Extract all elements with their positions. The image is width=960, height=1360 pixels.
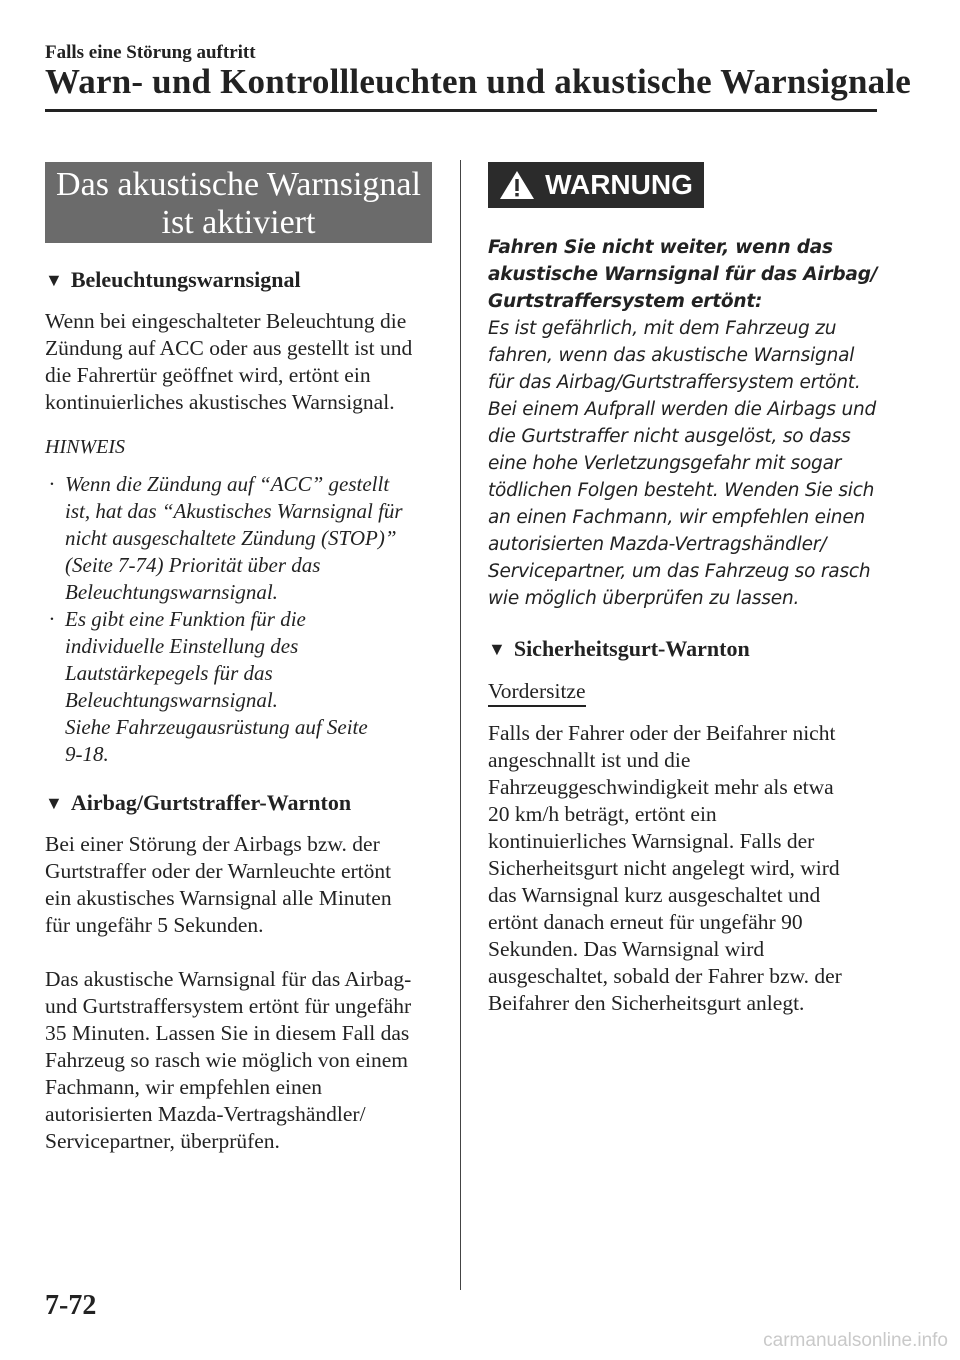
warning-text-block — [488, 234, 878, 612]
text-line: Beleuchtungswarnsignal. — [65, 688, 278, 712]
text-line: ein akustisches Warnsignal alle Minuten — [45, 886, 392, 910]
text-line: und Gurtstraffersystem ertönt für ungefähr — [45, 994, 412, 1018]
triangle-down-icon: ▼ — [45, 792, 63, 813]
heading-text: Beleuchtungswarnsignal — [70, 267, 301, 292]
text-line: 35 Minuten. Lassen Sie in diesem Fall das — [45, 1021, 410, 1045]
text-line: Fahrzeuggeschwindigkeit mehr als etwa — [488, 775, 834, 799]
paragraph-airbag-2 — [45, 966, 433, 1155]
chapter-label: Falls eine Störung auftritt — [45, 42, 256, 63]
text-line: ausgeschaltet, sobald der Fahrer bzw. der — [488, 964, 842, 988]
text-line: individuelle Einstellung des — [65, 634, 299, 658]
warning-line: wie möglich überprüfen zu lassen. — [488, 588, 800, 609]
heading-text: Airbag/Gurtstraffer-Warnton — [70, 790, 352, 815]
text-line: Sicherheitsgurt nicht angelegt wird, wird — [488, 856, 840, 880]
warning-triangle-icon — [499, 170, 535, 200]
text-line: angeschnallt ist und die — [488, 748, 691, 772]
warning-bold-line: Fahren Sie nicht weiter, wenn das — [488, 237, 833, 258]
text-line: Bei einer Störung der Airbags bzw. der — [45, 832, 380, 856]
text-line: ist, hat das “Akustisches Warnsignal für — [65, 499, 403, 523]
warning-line: Bei einem Aufprall werden die Airbags und — [488, 399, 877, 420]
text-line: Lautstärkepegels für das — [65, 661, 273, 685]
paragraph-sicherheitsgurt — [488, 720, 878, 1017]
text-line: das Warnsignal kurz ausgeschaltet und — [488, 883, 821, 907]
text-line: Falls der Fahrer oder der Beifahrer nicht — [488, 721, 836, 745]
text-line: (Seite 7-74) Priorität über das — [65, 553, 321, 577]
text-line: kontinuierliches akustisches Warnsignal. — [45, 390, 395, 414]
left-column — [45, 162, 433, 1155]
text-line: Es gibt eine Funktion für die — [65, 607, 306, 631]
paragraph-beleuchtung — [45, 308, 433, 416]
note-label: HINWEIS — [45, 436, 125, 458]
warning-line: fahren, wenn das akustische Warnsignal — [488, 345, 855, 366]
warning-line: eine hohe Verletzungsgefahr mit sogar — [488, 453, 842, 474]
text-line: Siehe Fahrzeugausrüstung auf Seite — [65, 715, 368, 739]
text-line: Servicepartner, überprüfen. — [45, 1129, 280, 1153]
warning-line: die Gurtstraffer nicht ausgelöst, so dass — [488, 426, 851, 447]
heading-airbag-warnton — [45, 790, 433, 816]
text-line: Beleuchtungswarnsignal. — [65, 580, 278, 604]
warning-line: an einen Fachmann, wir empfehlen einen — [488, 507, 866, 528]
text-line: Beifahrer den Sicherheitsgurt anlegt. — [488, 991, 805, 1015]
warning-line: tödlichen Folgen besteht. Wenden Sie sich — [488, 480, 875, 501]
warning-bold-line: Gurtstraffersystem ertönt: — [488, 291, 763, 312]
paragraph-airbag-1 — [45, 831, 433, 939]
text-line: 20 km/h beträgt, ertönt ein — [488, 802, 717, 826]
text-line: kontinuierliches Warnsignal. Falls der — [488, 829, 815, 853]
page-header-title: Warn- und Kontrollleuchten und akustische Warnsignale — [45, 62, 912, 101]
text-line: Wenn die Zündung auf “ACC” gestellt — [65, 472, 390, 496]
text-line: autorisierten Mazda-Vertragshändler/ — [45, 1102, 366, 1126]
section-title-line-1: Das akustische Warnsignal — [56, 166, 421, 203]
watermark: carmanualsonline.info — [763, 1330, 948, 1351]
note-item-1 — [49, 471, 433, 606]
warning-line: autorisierten Mazda-Vertragshändler/ — [488, 534, 827, 555]
heading-beleuchtungswarnsignal — [45, 267, 433, 293]
text-line: Sekunden. Das Warnsignal wird — [488, 937, 765, 961]
text-line: Zündung auf ACC oder aus gestellt ist und — [45, 336, 413, 360]
text-line: Fachmann, wir empfehlen einen — [45, 1075, 323, 1099]
text-line: nicht ausgeschaltete Zündung (STOP)” — [65, 526, 397, 550]
text-line: Fahrzeug so rasch wie möglich von einem — [45, 1048, 409, 1072]
text-line: für ungefähr 5 Sekunden. — [45, 913, 264, 937]
triangle-down-icon: ▼ — [45, 269, 63, 290]
warning-banner — [488, 162, 704, 208]
text-line: Gurtstraffer oder der Warnleuchte ertönt — [45, 859, 392, 883]
warning-line: für das Airbag/Gurtstraffersystem ertönt. — [488, 372, 861, 393]
text-line: ertönt danach erneut für ungefähr 90 — [488, 910, 803, 934]
warning-line: Servicepartner, um das Fahrzeug so rasch — [488, 561, 871, 582]
right-column — [488, 162, 878, 1017]
bullet-icon: · — [49, 607, 55, 631]
note-item-2 — [49, 606, 433, 768]
column-divider — [460, 160, 461, 1290]
text-line: Wenn bei eingeschalteter Beleuchtung die — [45, 309, 407, 333]
subheading-vordersitze: Vordersitze — [488, 679, 586, 707]
note-list — [45, 471, 433, 768]
text-line: Das akustische Warnsignal für das Airbag- — [45, 967, 412, 991]
warning-line: Es ist gefährlich, mit dem Fahrzeug zu — [488, 318, 837, 339]
heading-text: Sicherheitsgurt-Warnton — [513, 636, 750, 661]
triangle-down-icon: ▼ — [488, 638, 506, 659]
text-line: die Fahrertür geöffnet wird, ertönt ein — [45, 363, 371, 387]
bullet-icon: · — [49, 472, 55, 496]
page-number: 7-72 — [45, 1290, 97, 1321]
section-title-line-2: ist aktiviert — [161, 204, 316, 241]
header-rule — [45, 109, 877, 112]
section-title-box — [45, 162, 432, 243]
warning-bold-line: akustische Warnsignal für das Airbag/ — [488, 264, 878, 285]
warning-label: WARNUNG — [545, 169, 693, 200]
text-line: 9-18. — [65, 742, 109, 766]
heading-sicherheitsgurt-warnton — [488, 636, 878, 662]
